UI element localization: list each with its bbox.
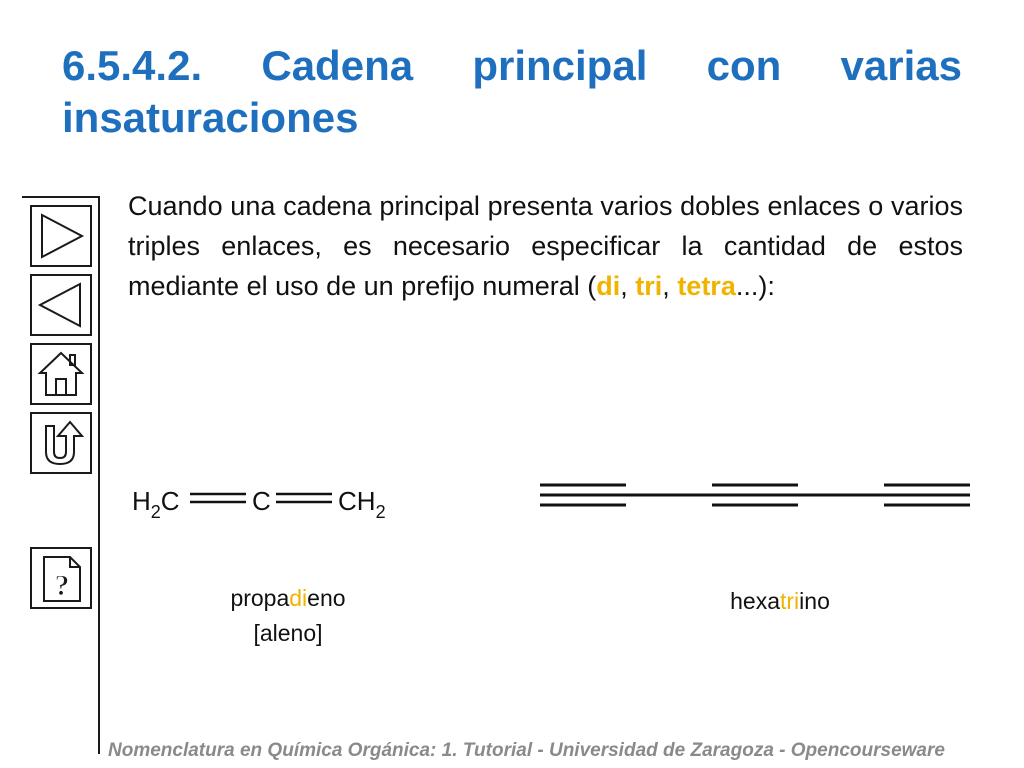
name-part: ino: [799, 588, 830, 614]
body-separator: ,: [662, 271, 678, 301]
home-button[interactable]: [30, 343, 92, 405]
prefix-di: di: [596, 271, 621, 301]
svg-text:?: ?: [54, 569, 70, 602]
next-arrow-icon: [32, 207, 90, 265]
hexatriyne-name: [680, 588, 880, 615]
previous-arrow-icon: [32, 276, 90, 334]
name-part: hexa: [730, 588, 780, 614]
page-title: [62, 40, 962, 144]
body-paragraph: [128, 186, 963, 306]
title-word: principal: [472, 42, 648, 89]
home-icon: [32, 345, 90, 403]
name-part: propa: [230, 585, 290, 611]
atom-h2c: $H_2C$: [132, 486, 180, 522]
propadiene-name: [188, 585, 388, 612]
atom-c: C: [252, 486, 271, 516]
prefix-tetra: tetra: [677, 271, 736, 301]
help-button[interactable]: [30, 547, 92, 609]
previous-button[interactable]: [30, 274, 92, 336]
body-text-before: Cuando una cadena principal presenta varios dobles enlaces o varios triples enlaces, es necesario especificar la cantidad de estos mediante el uso de un prefijo numeral (: [128, 191, 963, 301]
atom-ch2: $CH_2$: [338, 486, 386, 522]
title-word: varias: [840, 42, 962, 89]
hexatriyne-structure: [530, 470, 980, 530]
prefix-tri: tri: [635, 271, 663, 301]
title-word: con: [706, 42, 782, 89]
name-part: eno: [307, 585, 346, 611]
title-line-2: insaturaciones: [62, 94, 359, 141]
allene-name: [aleno]: [253, 620, 323, 646]
return-icon: [32, 414, 90, 472]
help-icon: [32, 549, 90, 607]
propadiene-structure: [120, 470, 410, 530]
name-prefix-highlight: tri: [780, 588, 800, 614]
title-line-1: [62, 40, 962, 92]
name-prefix-highlight: di: [289, 585, 308, 611]
next-button[interactable]: [30, 205, 92, 267]
footer-credits: Nomenclatura en Química Orgánica: 1. Tutorial - Universidad de Zaragoza - Opencourseware: [108, 740, 945, 761]
body-text-after: ...):: [735, 271, 775, 301]
return-button[interactable]: [30, 412, 92, 474]
title-word: 6.5.4.2.: [62, 42, 203, 89]
title-word: Cadena: [261, 42, 414, 89]
body-separator: ,: [620, 271, 636, 301]
